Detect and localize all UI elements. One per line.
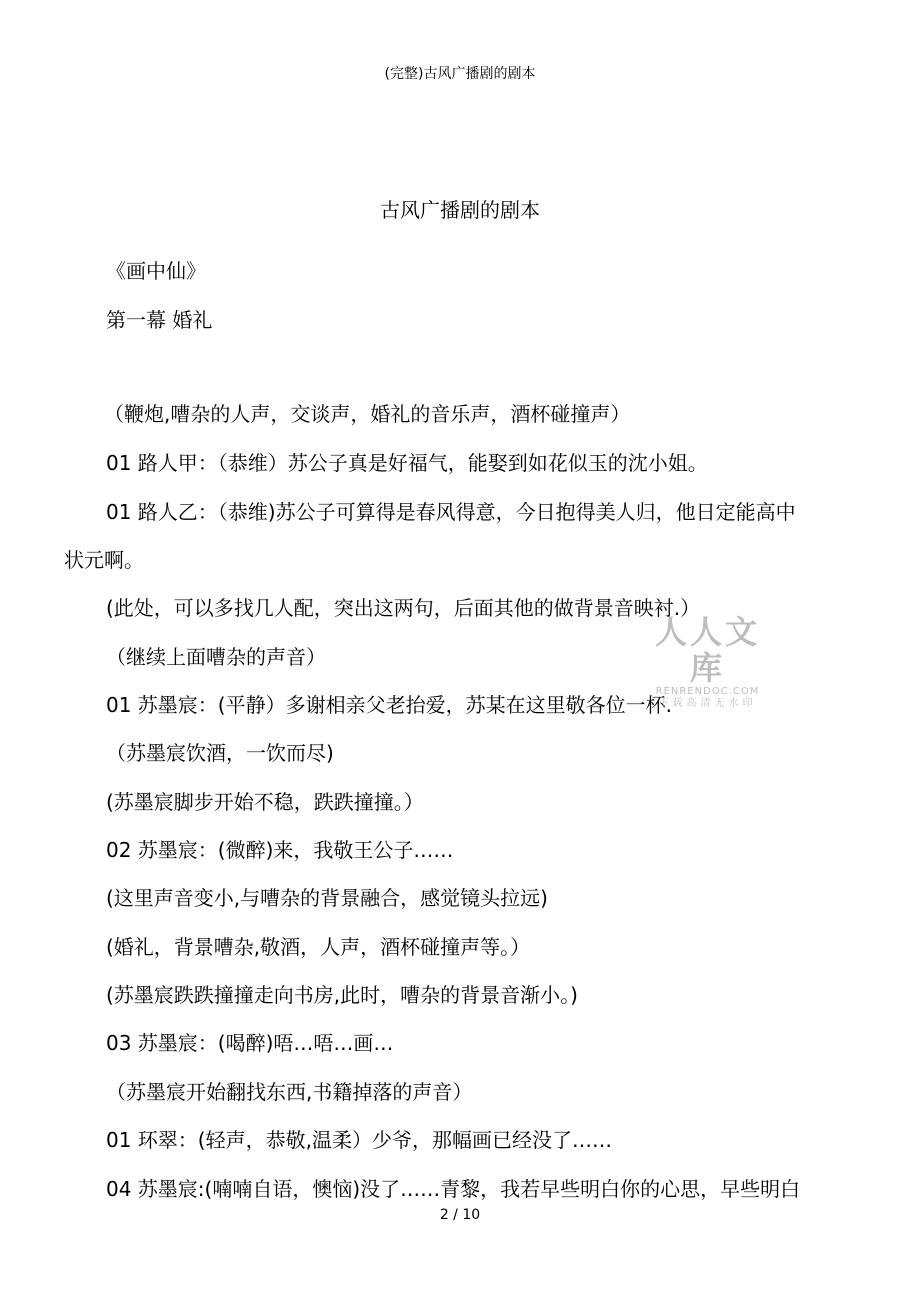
body-line-dialogue: 02 苏墨宸：(微醉)来，我敬王公子…… — [106, 838, 454, 862]
watermark-logo — [640, 614, 775, 710]
body-line-stage-direction: （苏墨宸饮酒，一饮而尽) — [106, 741, 334, 765]
document-title: 古风广播剧的剧本 — [380, 198, 540, 222]
body-line-dialogue: 03 苏墨宸：(喝醉)唔…唔…画… — [106, 1031, 394, 1055]
body-line-stage-direction: （继续上面嘈杂的声音） — [106, 645, 326, 669]
watermark-main-text: 人人文库 — [654, 613, 760, 687]
body-line-stage-direction: （苏墨宸开始翻找东西,书籍掉落的声音） — [106, 1080, 473, 1104]
watermark-sub-text: 下载高清无水印 — [658, 698, 757, 709]
page-number: 2 / 10 — [439, 1207, 481, 1223]
body-line-dialogue: 01 路人甲：（恭维）苏公子真是好福气，能娶到如花似玉的沈小姐。 — [106, 451, 708, 475]
body-line-dialogue: 01 环翠：(轻声，恭敬,温柔）少爷，那幅画已经没了…… — [106, 1128, 612, 1152]
body-line-dialogue-continued: 状元啊。 — [64, 548, 144, 572]
body-line-note: (此处，可以多找几人配，突出这两句，后面其他的做背景音映衬.） — [106, 596, 701, 620]
body-line-stage-direction: (婚礼，背景嘈杂,敬酒，人声，酒杯碰撞声等。） — [106, 935, 531, 959]
body-line-dialogue: 04 苏墨宸:(喃喃自语，懊恼)没了……青黎，我若早些明白你的心思，早些明白 — [106, 1177, 801, 1201]
body-line-dialogue: 01 路人乙：（恭维)苏公子可算得是春风得意，今日抱得美人归，他日定能高中 — [106, 500, 796, 524]
body-line-stage-direction: (苏墨宸跌跌撞撞走向书房,此时，嘈杂的背景音渐小。) — [106, 983, 578, 1007]
body-line-stage-direction: (苏墨宸脚步开始不稳，跌跌撞撞。） — [106, 790, 424, 814]
watermark-domain-text: RENRENDOC.COM — [655, 686, 760, 697]
body-line-stage-direction: （鞭炮,嘈杂的人声，交谈声，婚礼的音乐声，酒杯碰撞声） — [104, 402, 631, 426]
running-header: (完整)古风广播剧的剧本 — [384, 66, 536, 82]
body-line-stage-direction: (这里声音变小,与嘈杂的背景融合，感觉镜头拉远) — [106, 886, 548, 910]
body-line-play-title: 《画中仙》 — [106, 259, 206, 283]
body-line-dialogue: 01 苏墨宸：(平静）多谢相亲父老抬爱，苏某在这里敬各位一杯. — [106, 693, 672, 717]
body-line-act-heading: 第一幕 婚礼 — [106, 308, 213, 332]
